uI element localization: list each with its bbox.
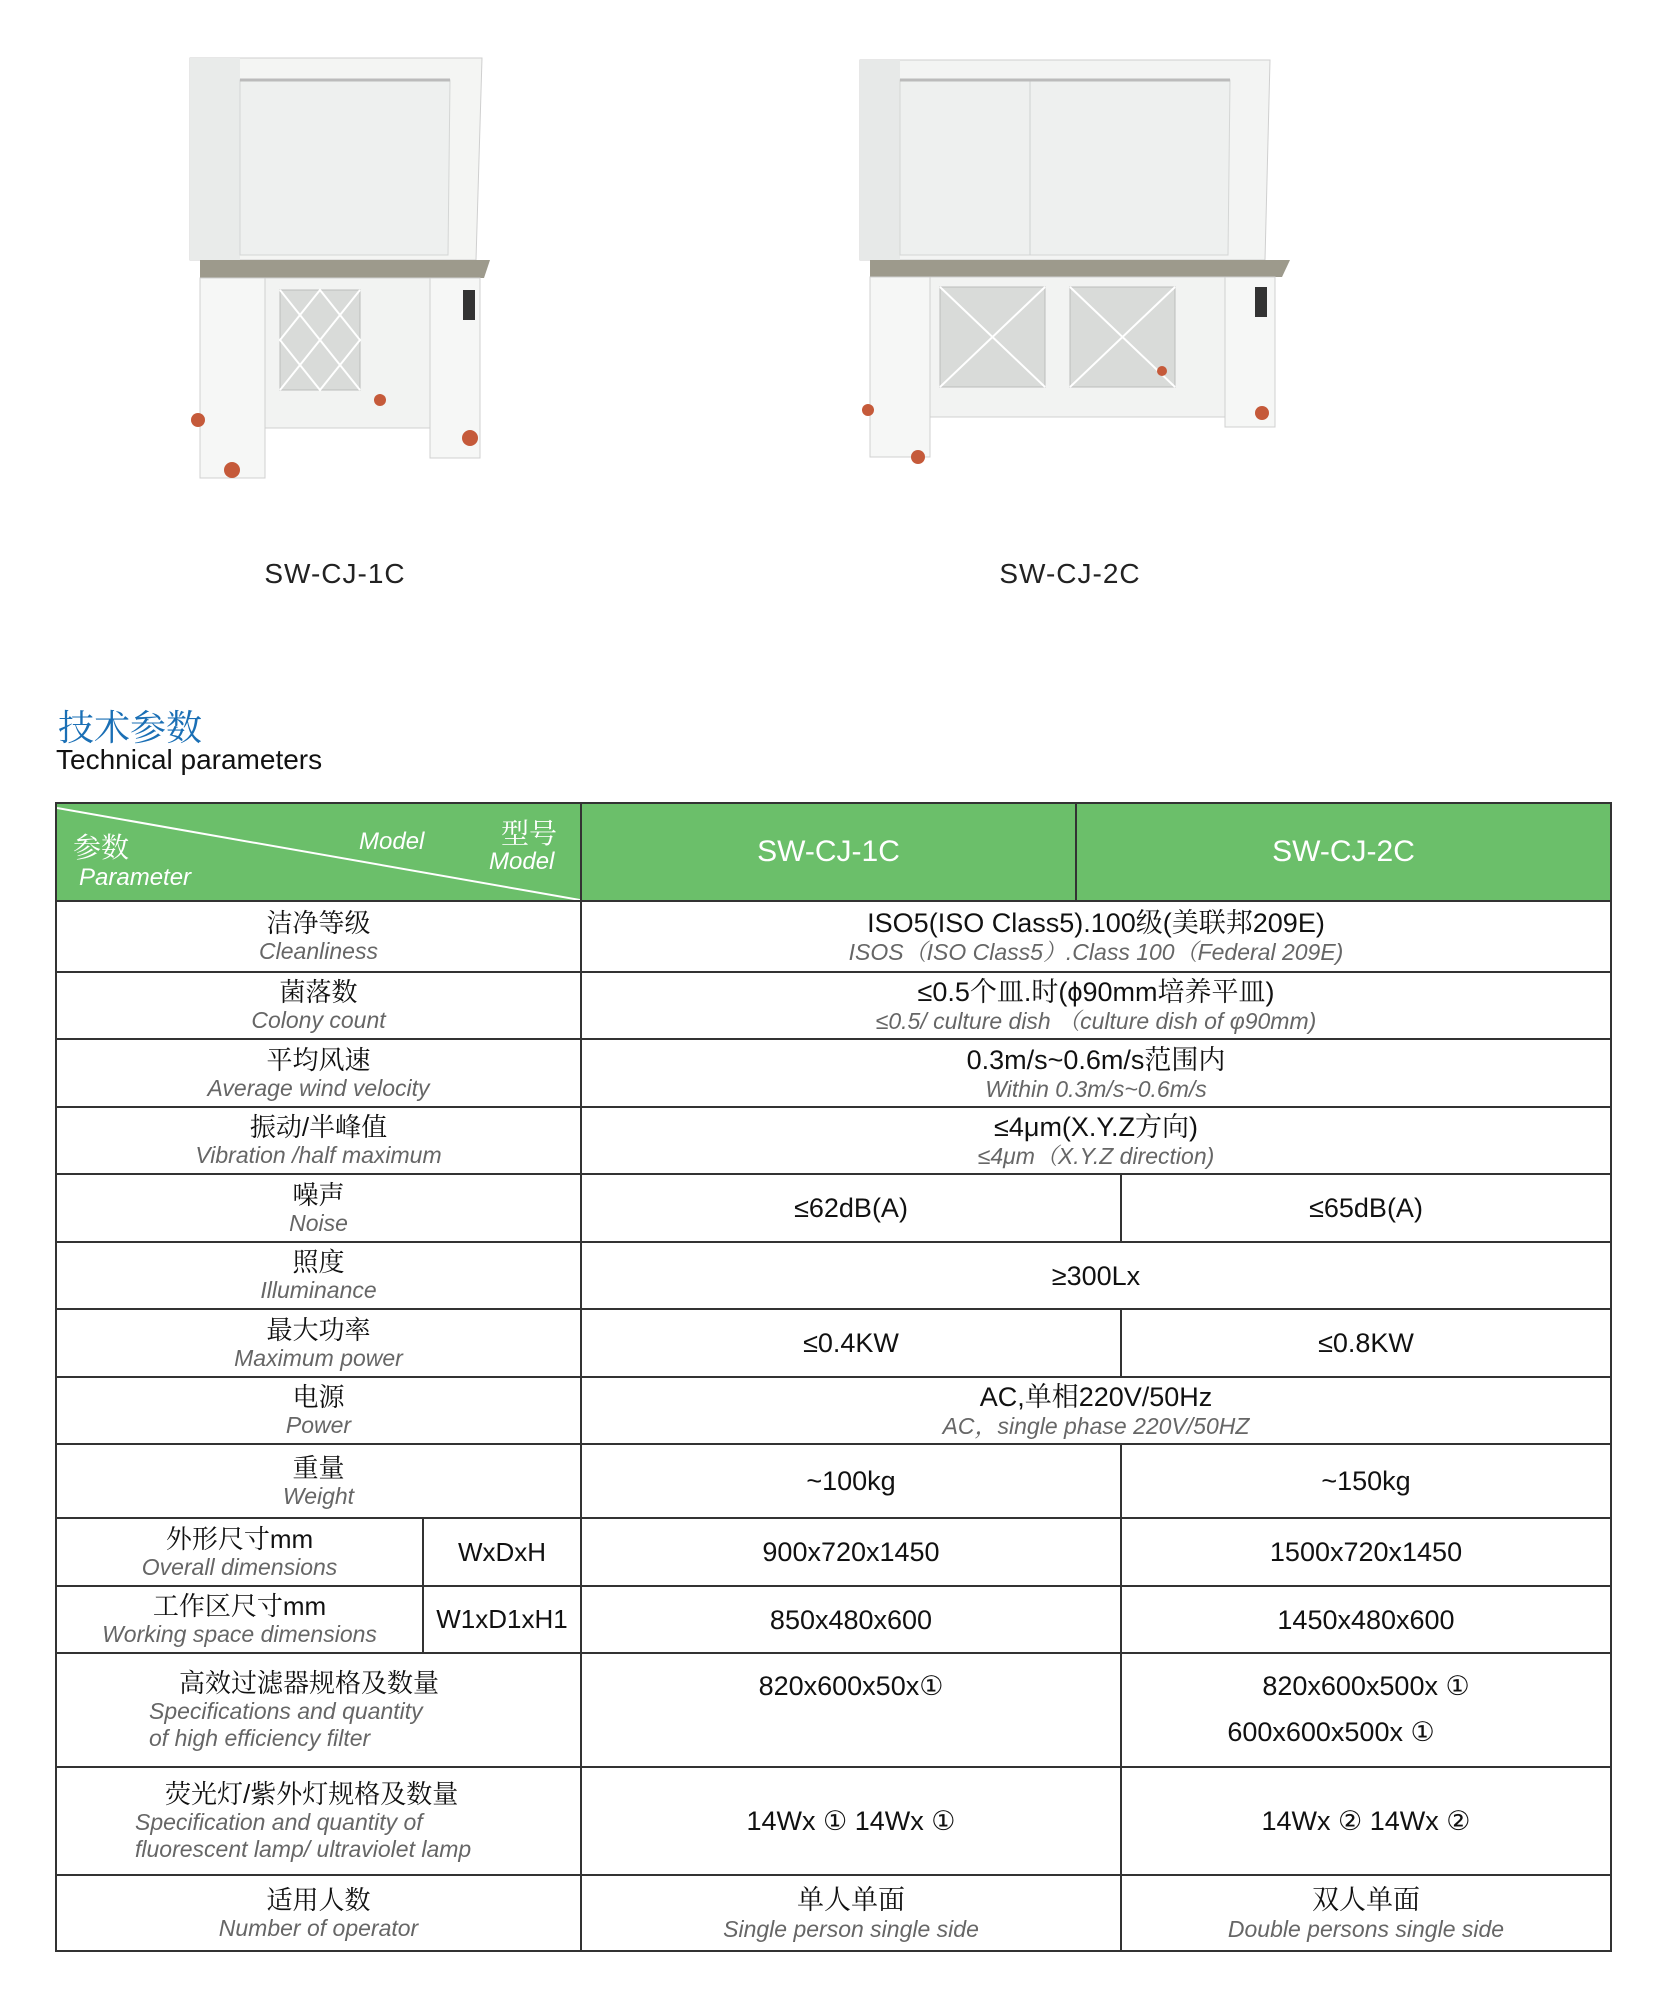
- header-diagonal-cell: [56, 803, 581, 901]
- section-title-cn: 技术参数: [58, 708, 203, 749]
- table-row: [56, 1309, 1611, 1377]
- value-weight-2: ~150kg: [1321, 1466, 1411, 1496]
- table-row: [56, 1586, 1611, 1653]
- value-en-cleanliness: ISOS（ISO Class5）.Class 100（Federal 209E): [848, 939, 1344, 965]
- value-overall-1: 900x720x1450: [762, 1537, 940, 1567]
- value-noise-2: ≤65dB(A): [1309, 1193, 1423, 1223]
- header-model-cn: 型号: [501, 818, 558, 849]
- value-filter-2b: 600x600x500x ①: [1227, 1717, 1435, 1747]
- param-cn-cleanliness: 洁净等级: [266, 908, 371, 938]
- value-cn-operator-1: 单人单面: [797, 1884, 905, 1915]
- param-en-power: Power: [285, 1412, 352, 1438]
- param-en1-filter: Specifications and quantity: [149, 1698, 423, 1724]
- param-cn-power: 电源: [292, 1382, 345, 1412]
- param-en-wind: Average wind velocity: [207, 1074, 430, 1101]
- header-model-2: SW-CJ-2C: [1076, 803, 1611, 901]
- param-en-illuminance: Illuminance: [260, 1277, 377, 1303]
- value-cn-colony: ≤0.5个皿.时(ϕ90mm培养平皿): [917, 977, 1275, 1007]
- header-model-en: Model: [489, 848, 555, 875]
- param-cn-filter: 高效过滤器规格及数量: [179, 1668, 440, 1698]
- param-en-overall: Overall dimensions: [141, 1553, 338, 1580]
- table-row: [56, 1518, 1611, 1586]
- value-en-vibration: ≤4μm（X.Y.Z direction): [977, 1143, 1215, 1169]
- section-title-en: Technical parameters: [56, 744, 323, 775]
- value-cn-vibration: ≤4μm(X.Y.Z方向): [994, 1112, 1198, 1142]
- value-cn-cleanliness: ISO5(ISO Class5).100级(美联邦209E): [867, 908, 1325, 938]
- param-cn-illuminance: 照度: [292, 1247, 345, 1277]
- product-caption-2: SW-CJ-2C: [999, 558, 1141, 589]
- table-row: [56, 1039, 1611, 1107]
- value-lamp-2: 14Wx ② 14Wx ②: [1261, 1806, 1471, 1836]
- param-cn-noise: 噪声: [292, 1179, 345, 1210]
- product-image-sw-cj-2c: [850, 55, 1290, 475]
- value-power-max-1: ≤0.4KW: [803, 1328, 899, 1358]
- table-row: [56, 1174, 1611, 1242]
- param-cn-colony: 菌落数: [279, 977, 358, 1007]
- param-cn-weight: 重量: [292, 1452, 345, 1483]
- value-en-power: AC，single phase 220V/50HZ: [942, 1413, 1250, 1439]
- dim-label-overall: WxDxH: [457, 1536, 547, 1567]
- value-en-operator-1: Single person single side: [723, 1915, 979, 1942]
- param-cn-lamp: 荧光灯/紫外灯规格及数量: [165, 1779, 459, 1809]
- spec-table: [55, 802, 1612, 1952]
- value-working-2: 1450x480x600: [1277, 1604, 1455, 1635]
- value-power-max-2: ≤0.8KW: [1318, 1328, 1414, 1358]
- param-en-working: Working space dimensions: [102, 1621, 377, 1647]
- param-en-noise: Noise: [289, 1209, 348, 1236]
- value-overall-2: 1500x720x1450: [1269, 1537, 1463, 1567]
- param-cn-overall: 外形尺寸mm: [165, 1523, 314, 1554]
- param-cn-operator: 适用人数: [266, 1884, 371, 1915]
- product-image-sw-cj-1c: [180, 50, 500, 490]
- value-working-1: 850x480x600: [769, 1604, 933, 1635]
- param-en-operator: Number of operator: [218, 1914, 419, 1941]
- value-en-operator-2: Double persons single side: [1227, 1915, 1505, 1942]
- value-en-colony: ≤0.5/ culture dish （culture dish of φ90mm): [875, 1008, 1317, 1034]
- param-en2-filter: of high efficiency filter: [149, 1725, 371, 1751]
- param-en-power-max: Maximum power: [234, 1344, 403, 1371]
- header-model-en-italic: Model: [359, 828, 425, 855]
- value-weight-1: ~100kg: [806, 1466, 896, 1496]
- value-cn-power: AC,单相220V/50Hz: [979, 1382, 1213, 1412]
- table-row: [56, 1242, 1611, 1309]
- value-cn-wind: 0.3m/s~0.6m/s范围内: [966, 1044, 1226, 1075]
- value-filter-2a: 820x600x500x ①: [1262, 1671, 1470, 1701]
- value-en-wind: Within 0.3m/s~0.6m/s: [985, 1075, 1207, 1102]
- param-en-cleanliness: Cleanliness: [259, 938, 378, 964]
- product-caption-1: SW-CJ-1C: [264, 558, 406, 589]
- dim-label-working: W1xD1xH1: [436, 1604, 568, 1634]
- param-en-vibration: Vibration /half maximum: [195, 1142, 442, 1168]
- value-noise-1: ≤62dB(A): [794, 1193, 908, 1223]
- param-en-colony: Colony count: [251, 1007, 386, 1033]
- table-row: [56, 1377, 1611, 1444]
- table-row: [56, 1767, 1611, 1875]
- header-param-cn: 参数: [73, 832, 130, 863]
- param-cn-working: 工作区尺寸mm: [152, 1591, 327, 1621]
- param-en1-lamp: Specification and quantity of: [135, 1809, 423, 1835]
- table-row: [56, 1107, 1611, 1174]
- value-filter-1: 820x600x50x①: [758, 1671, 944, 1701]
- table-row: [56, 972, 1611, 1039]
- param-en-weight: Weight: [282, 1482, 355, 1509]
- value-cn-operator-2: 双人单面: [1312, 1884, 1420, 1915]
- header-model-1: SW-CJ-1C: [581, 803, 1076, 901]
- table-row: [56, 1875, 1611, 1951]
- value-illuminance: ≥300Lx: [1051, 1260, 1141, 1291]
- table-row: [56, 1444, 1611, 1518]
- value-lamp-1: 14Wx ① 14Wx ①: [746, 1806, 956, 1836]
- param-en2-lamp: fluorescent lamp/ ultraviolet lamp: [135, 1836, 472, 1862]
- param-cn-wind: 平均风速: [266, 1044, 371, 1075]
- table-row: [56, 1653, 1611, 1767]
- param-cn-vibration: 振动/半峰值: [249, 1112, 388, 1142]
- table-row: [56, 901, 1611, 972]
- header-param-en: Parameter: [79, 864, 192, 891]
- table-header-row: [56, 803, 1611, 901]
- param-cn-power-max: 最大功率: [266, 1314, 371, 1345]
